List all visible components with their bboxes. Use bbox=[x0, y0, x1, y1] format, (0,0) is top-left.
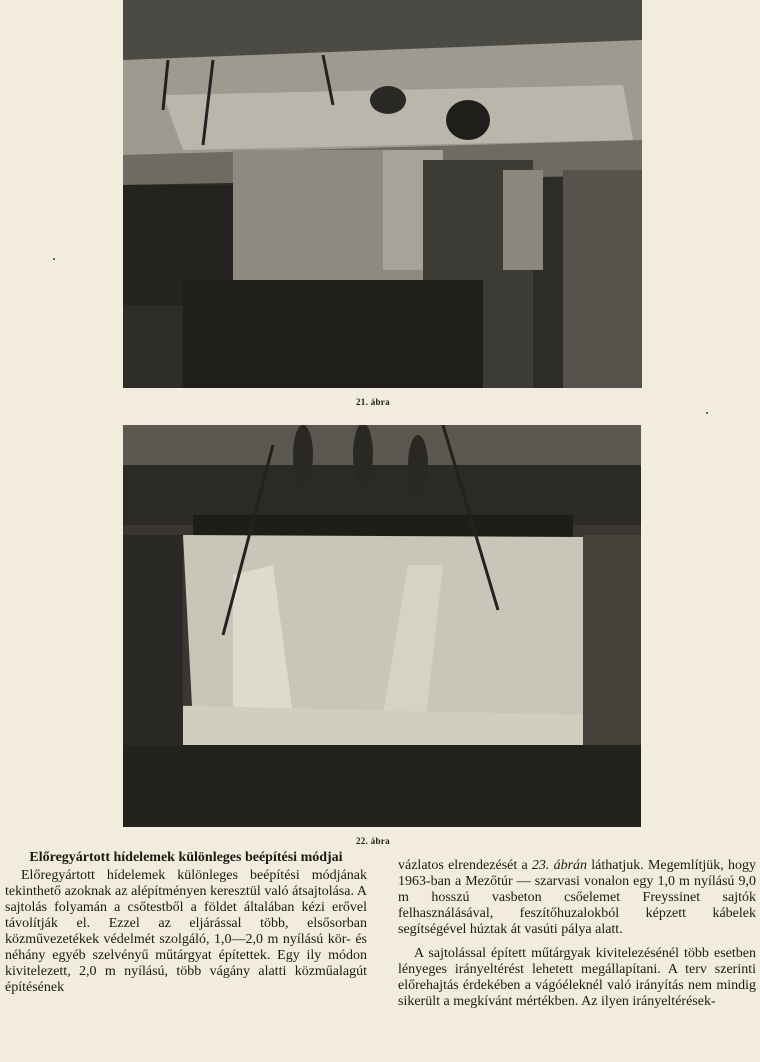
left-paragraph: Előregyártott hídelemek különleges beépítési módjának tekinthető azoknak az alépítményen keresztül való átsajtolása. A sajtolás folyamán a csőtestből a földet általában kézi erővel távolítják el. Ezzel az eljárással több, elsősorban közművezetékek védelmét szolgáló, 1,0—2,0 m nyílású kör- és néhány egyéb szelvényű műtárgyat építettek. Egy ily módon kivitelezett, 2,0 m nyílású, több vágány alatti közműalagút építésének bbox=[5, 868, 367, 995]
figure-22-caption: 22. ábra bbox=[356, 836, 390, 846]
right-text-column bbox=[398, 858, 756, 1010]
figure-reference: 23. ábrán bbox=[531, 858, 588, 873]
section-heading: Előregyártott hídelemek különleges beépítési módjai bbox=[29, 850, 343, 865]
right-paragraph-2: A sajtolással épített műtárgyak kivitelezésénél több esetben lényeges irányeltérést lehetett megállapítani. A terv szerinti előrehajtás érdekében a vágóéleknél való irányítás nem mindig sikerült a megkívánt mértékben. Az ilyen irányeltérések- bbox=[398, 946, 756, 1009]
left-text-column bbox=[5, 850, 367, 996]
print-speck bbox=[53, 258, 55, 260]
figure-21-caption: 21. ábra bbox=[356, 397, 390, 407]
figure-22-photo bbox=[123, 425, 641, 827]
paragraph-text: láthatjuk. Megemlítjük, hogy 1963-ban a Mezőtúr — szarvasi vonalon egy 1,0 m nyílású 9,0 m hosszú vasbeton csőelemet Freyssinet sajtók felhasználásával, feszítőhuzalokból képzett kábelek segítségével húztak át vasúti pálya alatt. bbox=[398, 858, 757, 937]
print-speck bbox=[706, 412, 708, 414]
paragraph-text: vázlatos elrendezését a bbox=[398, 858, 532, 873]
figure-21-photo bbox=[123, 0, 642, 388]
right-paragraph-1 bbox=[398, 858, 756, 938]
